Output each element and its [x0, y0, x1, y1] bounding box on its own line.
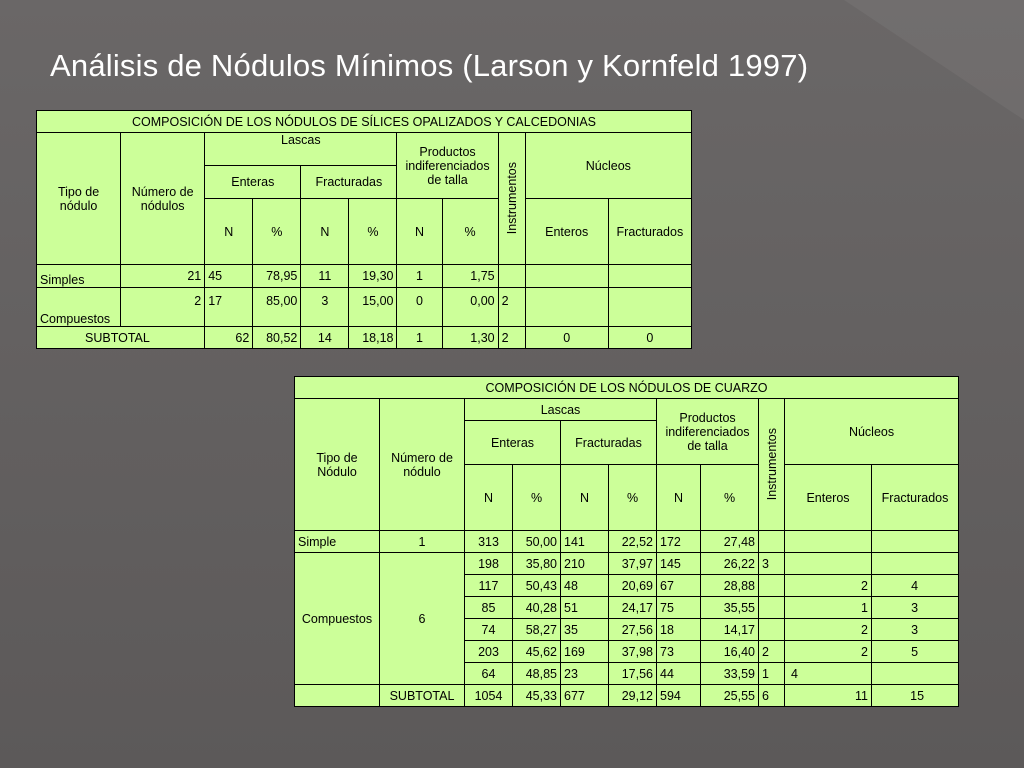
header-enteras: Enteras — [205, 166, 301, 199]
subtotal-ent-p: 45,33 — [513, 685, 561, 707]
cell-fra-p: 15,00 — [349, 288, 397, 327]
cell-fra-n: 141 — [561, 531, 609, 553]
cell-nuc-f: 3 — [872, 597, 959, 619]
cell-pro-n: 172 — [657, 531, 701, 553]
cell-numero: 2 — [121, 288, 205, 327]
cell-pro-n: 0 — [397, 288, 442, 327]
cell-pro-n: 1 — [397, 265, 442, 288]
cell-nuc-e — [525, 265, 608, 288]
header-nucleos: Núcleos — [785, 399, 959, 465]
cell-pro-n: 44 — [657, 663, 701, 685]
subtotal-pro-n: 1 — [397, 327, 442, 349]
cell-tipo: Simple — [295, 531, 380, 553]
cell-ent-n: 74 — [465, 619, 513, 641]
cell-ent-p: 78,95 — [253, 265, 301, 288]
cell-inst — [498, 265, 525, 288]
cell-nuc-e — [785, 531, 872, 553]
header-pct: % — [253, 199, 301, 265]
cell-fra-p: 27,56 — [609, 619, 657, 641]
cell-nuc-f: 3 — [872, 619, 959, 641]
cell-inst — [759, 619, 785, 641]
table-caption: COMPOSICIÓN DE LOS NÓDULOS DE CUARZO — [295, 377, 959, 399]
cell-ent-n: 203 — [465, 641, 513, 663]
header-pct: % — [349, 199, 397, 265]
table-row — [37, 288, 692, 327]
header-enteros: Enteros — [785, 465, 872, 531]
subtotal-label: SUBTOTAL — [37, 327, 205, 349]
cell-pro-n: 73 — [657, 641, 701, 663]
cuarzo-composition-table — [294, 376, 959, 707]
header-n: N — [657, 465, 701, 531]
subtotal-nuc-e: 11 — [785, 685, 872, 707]
header-n: N — [465, 465, 513, 531]
subtotal-fra-p: 29,12 — [609, 685, 657, 707]
cell-ent-p: 50,43 — [513, 575, 561, 597]
cell-pro-n: 75 — [657, 597, 701, 619]
cell-fra-n: 11 — [301, 265, 349, 288]
cell-numero: 1 — [380, 531, 465, 553]
cell-ent-n: 17 — [205, 288, 253, 327]
cell-tipo-compuestos: Compuestos — [295, 553, 380, 685]
header-numero: Número de nódulos — [121, 133, 205, 265]
header-tipo: Tipo de Nódulo — [295, 399, 380, 531]
cell-fra-n: 35 — [561, 619, 609, 641]
cell-fra-n: 210 — [561, 553, 609, 575]
cell-ent-n: 45 — [205, 265, 253, 288]
cell-pro-p: 27,48 — [701, 531, 759, 553]
header-productos: Productos indiferenciados de talla — [397, 133, 498, 199]
cell-nuc-e — [785, 553, 872, 575]
header-fracturados: Fracturados — [608, 199, 691, 265]
cell-numero: 21 — [121, 265, 205, 288]
header-tipo: Tipo de nódulo — [37, 133, 121, 265]
instrumentos-label: Instrumentos — [764, 428, 779, 501]
cell-ent-p: 35,80 — [513, 553, 561, 575]
table-caption: COMPOSICIÓN DE LOS NÓDULOS DE SÍLICES OPALIZADOS Y CALCEDONIAS — [37, 111, 692, 133]
subtotal-row — [37, 327, 692, 349]
cell-ent-n: 313 — [465, 531, 513, 553]
cell-pro-p: 0,00 — [442, 288, 498, 327]
cell-fra-p: 37,97 — [609, 553, 657, 575]
subtotal-pro-n: 594 — [657, 685, 701, 707]
cell-numero-compuestos: 6 — [380, 553, 465, 685]
subtotal-nuc-f: 15 — [872, 685, 959, 707]
header-fracturados: Fracturados — [872, 465, 959, 531]
header-lascas: Lascas — [205, 133, 397, 166]
cell-ent-n: 85 — [465, 597, 513, 619]
cell-inst — [759, 597, 785, 619]
cell-pro-p: 1,75 — [442, 265, 498, 288]
cell-fra-p: 19,30 — [349, 265, 397, 288]
subtotal-row — [295, 685, 959, 707]
cell-fra-p: 24,17 — [609, 597, 657, 619]
cell-inst: 2 — [759, 641, 785, 663]
cell-fra-p: 17,56 — [609, 663, 657, 685]
subtotal-inst: 6 — [759, 685, 785, 707]
cell-fra-p: 22,52 — [609, 531, 657, 553]
cell-pro-p: 28,88 — [701, 575, 759, 597]
cell-fra-n: 23 — [561, 663, 609, 685]
subtotal-ent-n: 62 — [205, 327, 253, 349]
header-productos: Productos indiferenciados de talla — [657, 399, 759, 465]
header-pct: % — [609, 465, 657, 531]
subtotal-fra-n: 677 — [561, 685, 609, 707]
cell-ent-n: 64 — [465, 663, 513, 685]
slide-corner-decoration — [844, 0, 1024, 120]
cell-ent-n: 117 — [465, 575, 513, 597]
cell-nuc-e: 2 — [785, 619, 872, 641]
subtotal-fra-n: 14 — [301, 327, 349, 349]
cell-nuc-f — [608, 265, 691, 288]
cell-pro-p: 26,22 — [701, 553, 759, 575]
subtotal-pro-p: 25,55 — [701, 685, 759, 707]
header-n: N — [561, 465, 609, 531]
subtotal-label: SUBTOTAL — [380, 685, 465, 707]
cell-nuc-e: 4 — [785, 663, 872, 685]
cell-inst: 2 — [498, 288, 525, 327]
header-instrumentos — [498, 133, 525, 265]
cell-nuc-e: 2 — [785, 575, 872, 597]
cell-nuc-f — [872, 531, 959, 553]
cell-pro-p: 33,59 — [701, 663, 759, 685]
header-pct: % — [442, 199, 498, 265]
cell-nuc-e: 1 — [785, 597, 872, 619]
subtotal-inst: 2 — [498, 327, 525, 349]
cell-nuc-f — [872, 553, 959, 575]
cell-inst: 3 — [759, 553, 785, 575]
table-row — [295, 531, 959, 553]
cell-ent-n: 198 — [465, 553, 513, 575]
header-enteras: Enteras — [465, 421, 561, 465]
subtotal-fra-p: 18,18 — [349, 327, 397, 349]
cell-tipo: Compuestos — [37, 288, 121, 327]
cell-pro-n: 67 — [657, 575, 701, 597]
subtotal-ent-n: 1054 — [465, 685, 513, 707]
subtotal-ent-p: 80,52 — [253, 327, 301, 349]
header-n: N — [205, 199, 253, 265]
header-instrumentos — [759, 399, 785, 531]
header-n: N — [397, 199, 442, 265]
cell-nuc-e: 2 — [785, 641, 872, 663]
cell-nuc-f: 4 — [872, 575, 959, 597]
cell-ent-p: 50,00 — [513, 531, 561, 553]
header-n: N — [301, 199, 349, 265]
subtotal-blank — [295, 685, 380, 707]
header-pct: % — [701, 465, 759, 531]
cell-nuc-e — [525, 288, 608, 327]
cell-ent-p: 58,27 — [513, 619, 561, 641]
cell-nuc-f: 5 — [872, 641, 959, 663]
slide-title: Análisis de Nódulos Mínimos (Larson y Kornfeld 1997) — [50, 48, 809, 83]
cell-pro-p: 16,40 — [701, 641, 759, 663]
cell-fra-p: 37,98 — [609, 641, 657, 663]
subtotal-pro-p: 1,30 — [442, 327, 498, 349]
cell-pro-n: 145 — [657, 553, 701, 575]
header-numero: Número de nódulo — [380, 399, 465, 531]
subtotal-nuc-f: 0 — [608, 327, 691, 349]
subtotal-nuc-e: 0 — [525, 327, 608, 349]
cell-inst — [759, 575, 785, 597]
cell-fra-n: 169 — [561, 641, 609, 663]
cell-pro-n: 18 — [657, 619, 701, 641]
cell-pro-p: 14,17 — [701, 619, 759, 641]
cell-nuc-f — [872, 663, 959, 685]
header-fracturadas: Fracturadas — [561, 421, 657, 465]
instrumentos-label: Instrumentos — [504, 162, 519, 235]
header-nucleos: Núcleos — [525, 133, 691, 199]
cell-fra-n: 3 — [301, 288, 349, 327]
silices-composition-table — [36, 110, 692, 349]
cell-inst — [759, 531, 785, 553]
cell-tipo: Simples — [37, 265, 121, 288]
cell-inst: 1 — [759, 663, 785, 685]
cell-fra-n: 51 — [561, 597, 609, 619]
cell-ent-p: 40,28 — [513, 597, 561, 619]
header-lascas: Lascas — [465, 399, 657, 421]
header-enteros: Enteros — [525, 199, 608, 265]
table-row — [295, 553, 959, 575]
header-pct: % — [513, 465, 561, 531]
table-row — [37, 265, 692, 288]
header-fracturadas: Fracturadas — [301, 166, 397, 199]
cell-fra-p: 20,69 — [609, 575, 657, 597]
cell-ent-p: 48,85 — [513, 663, 561, 685]
cell-ent-p: 45,62 — [513, 641, 561, 663]
cell-fra-n: 48 — [561, 575, 609, 597]
cell-nuc-f — [608, 288, 691, 327]
cell-pro-p: 35,55 — [701, 597, 759, 619]
cell-ent-p: 85,00 — [253, 288, 301, 327]
